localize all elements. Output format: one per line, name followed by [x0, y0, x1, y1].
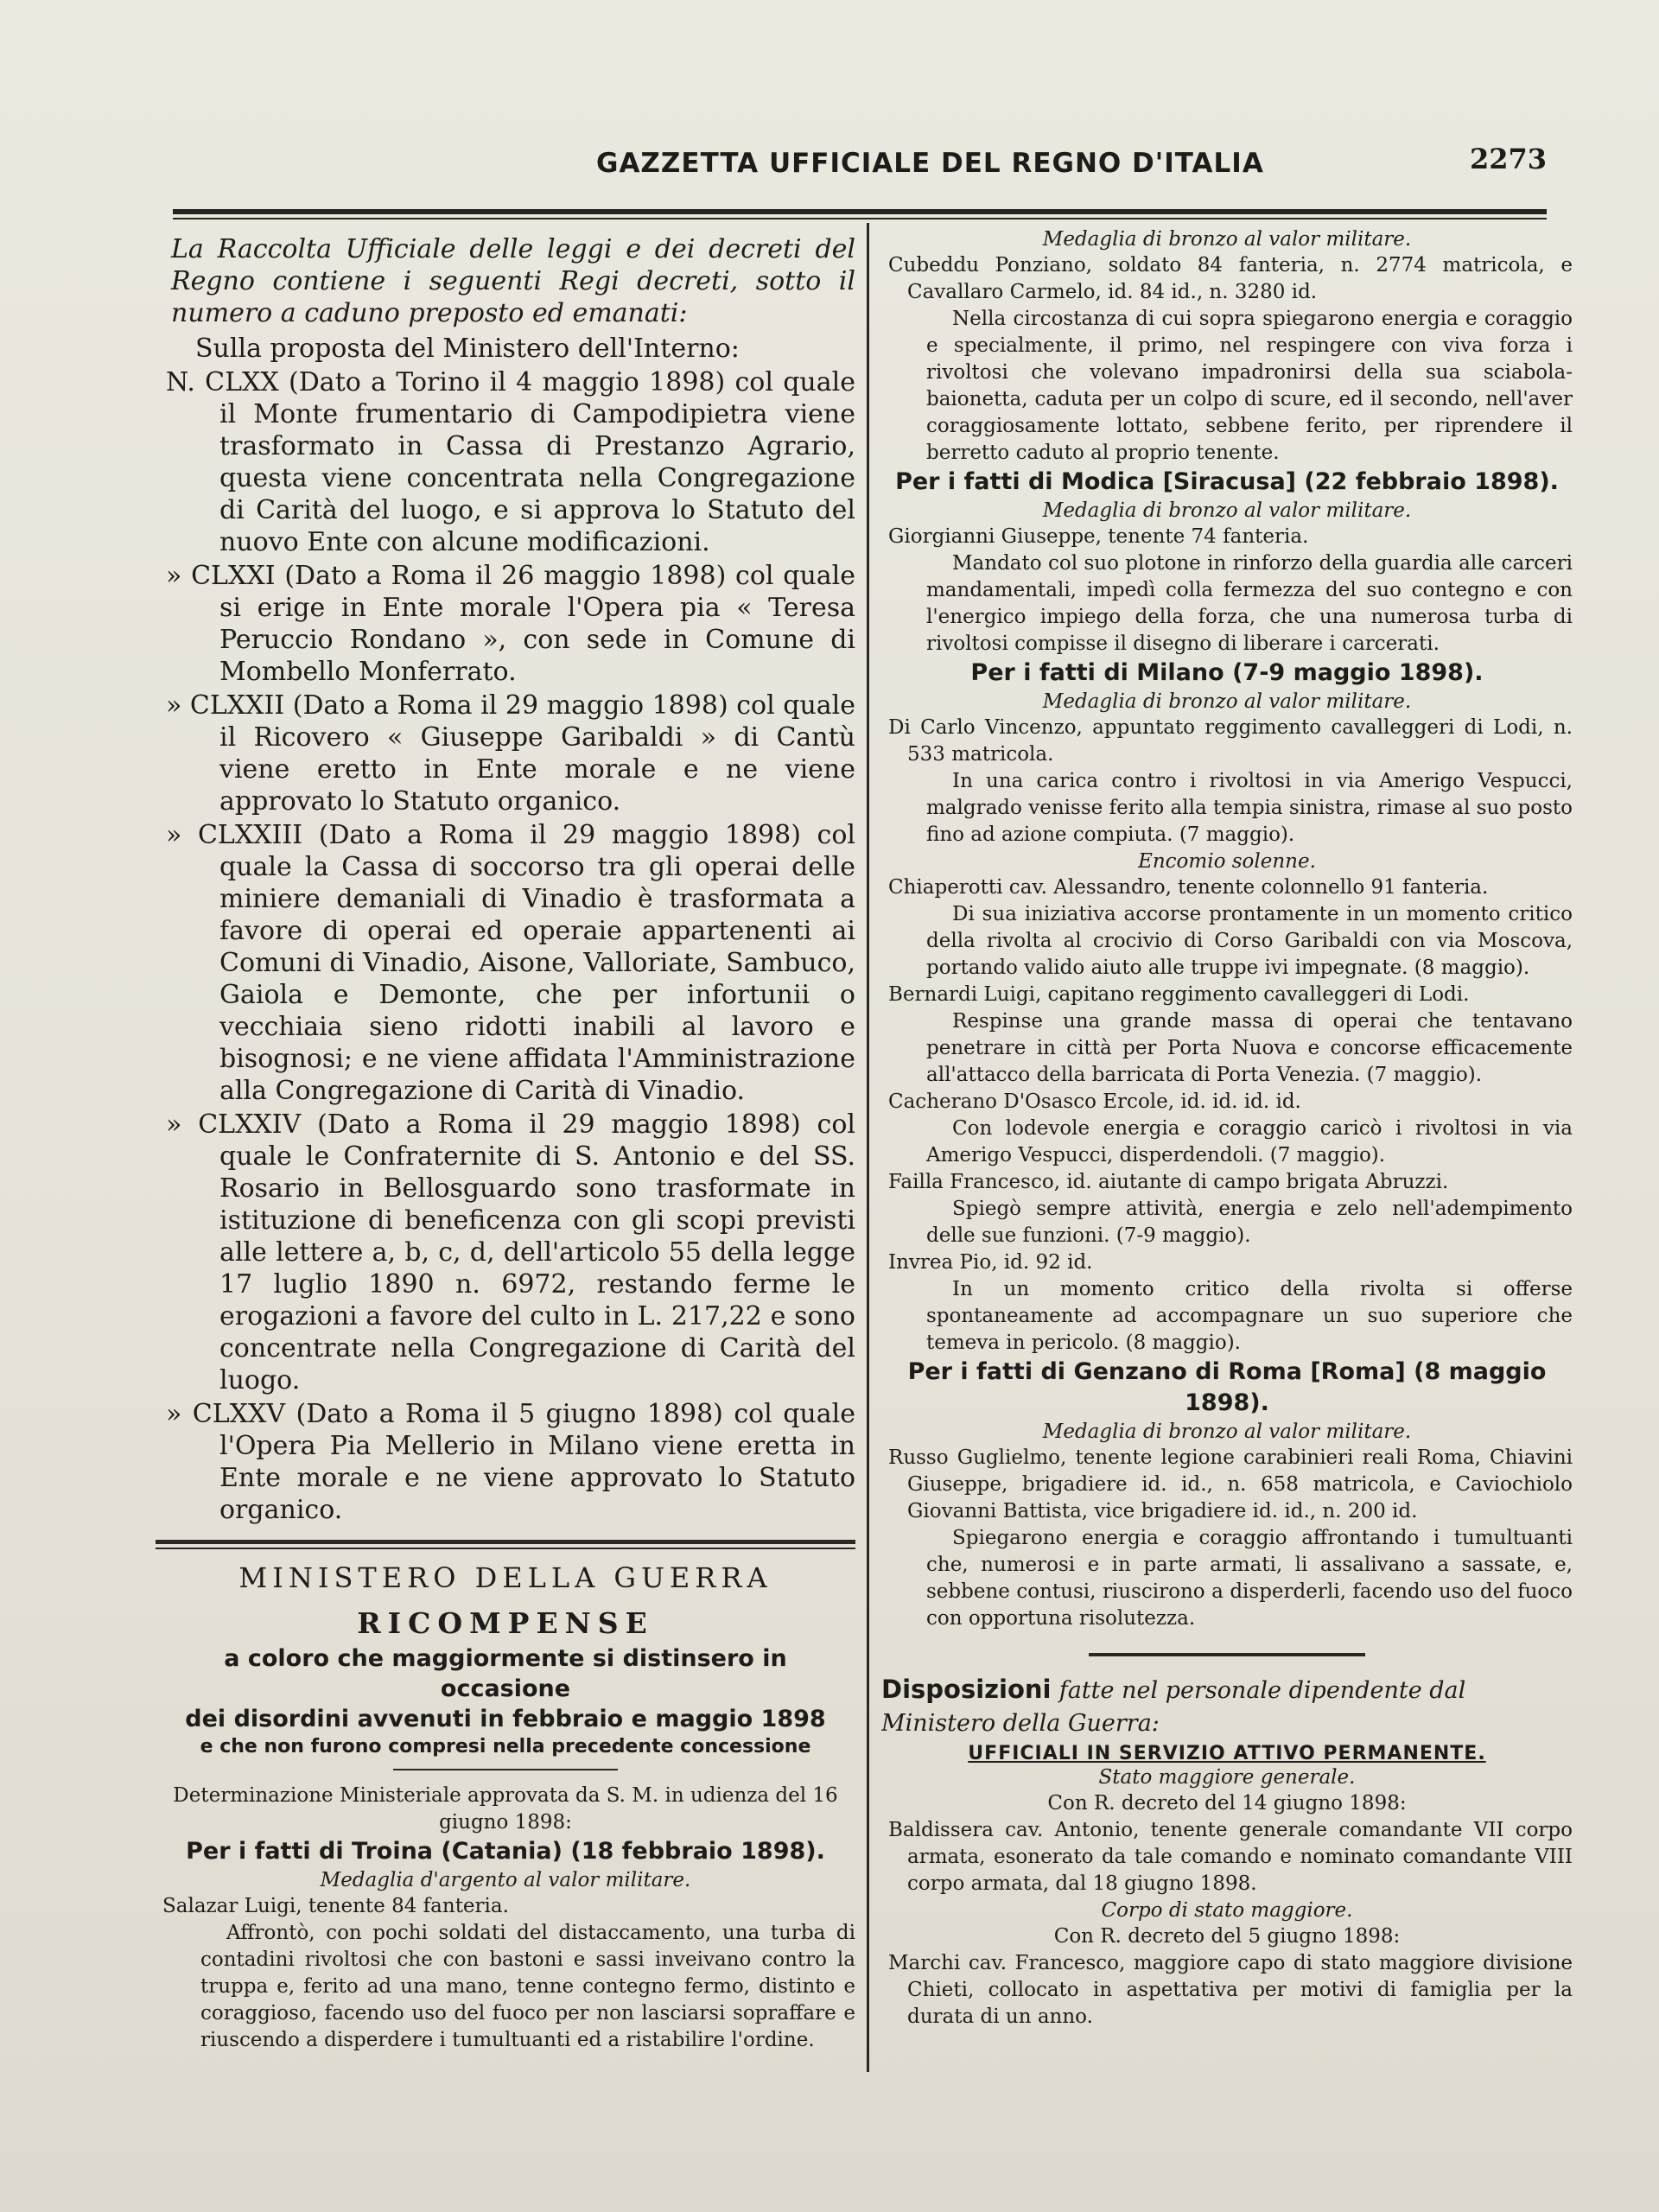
- general-staff-heading: Stato maggiore generale.: [1098, 1766, 1356, 1789]
- award-motivation: In una carica contro i rivoltosi in via Amerigo Vespucci, malgrado venisse ferito alla tempia sinistra, rimase al suo posto fino ad azione compiuta. (7 maggio).: [926, 770, 1573, 846]
- award-motivation: Di sua iniziativa accorse prontamente in un momento critico della rivolta al crocivio di Corso Garibaldi con via Moscova, portando valido aiuto alle truppe ivi impegnate. (8 maggio).: [926, 903, 1573, 979]
- determination-text: Determinazione Ministeriale approvata da S. M. in udienza del 16 giugno 1898:: [173, 1784, 838, 1834]
- intro-text: La Raccolta Ufficiale delle leggi e dei decreti del Regno contiene i seguenti Regi decreti, sotto il numero a caduno preposto ed emanati:: [171, 234, 855, 328]
- award-motivation: Mandato col suo plotone in rinforzo della guardia alle carceri mandamentali, impedì colla fermezza del suo contegno e con l'energico impiego della forza, che una numerosa turba di rivoltosi compisse il disegno di liberare i carcerati.: [926, 552, 1573, 655]
- award-motivation: Spiegarono energia e coraggio affrontando i tumultuanti che, numerosi e in parte armati, li assalivano a sassate, e, sebbene contusi, riuscirono a disperderli, facendo uso del fuoco con opportuna risolutezza.: [926, 1527, 1573, 1630]
- decree-text: (Dato a Roma il 29 maggio 1898) col quale il Ricovero « Giuseppe Garibaldi » di Cantù viene eretto in Ente morale e ne viene approvato lo Statuto organico.: [219, 690, 855, 817]
- proposal-line: Sulla proposta del Ministero dell'Interno:: [195, 334, 740, 364]
- decree-item: [156, 1109, 855, 1396]
- awardee-name: Cacherano D'Osasco Ercole, id. id. id. id.: [888, 1090, 1301, 1113]
- award-motivation: In un momento critico della rivolta si offerse spontaneamente ad accompagnare un suo superiore che temeva in pericolo. (8 maggio).: [926, 1278, 1573, 1354]
- awardee-name: Russo Guglielmo, tenente legione carabinieri reali Roma, Chiavini Giuseppe, brigadiere id. id., n. 658 matricola, e Caviochiolo Giovanni Battista, vice brigadiere id. id., n. 200 id.: [888, 1446, 1573, 1522]
- awardee-name: Salazar Luigi, tenente 84 fanteria.: [162, 1895, 509, 1917]
- decree-text: (Dato a Roma il 5 giugno 1898) col quale l'Opera Pia Mellerio in Milano viene eretta in Ente morale e ne viene approvato lo Statuto organico.: [219, 1399, 855, 1525]
- awardee-name: Failla Francesco, id. aiutante di campo brigata Abruzzi.: [888, 1171, 1449, 1193]
- event-heading-troina: Per i fatti di Troina (Catania) (18 febbraio 1898).: [186, 1838, 825, 1865]
- awardee-name: Invrea Pio, id. 92 id.: [888, 1251, 1093, 1274]
- decree-number: » CLXXI: [166, 561, 276, 591]
- dispositions-title: Disposizioni: [881, 1675, 1052, 1704]
- medal-heading: Medaglia di bronzo al valor militare.: [1042, 690, 1412, 713]
- intro-paragraph: [156, 233, 855, 329]
- page-header: [173, 143, 1547, 194]
- award-motivation: Nella circostanza di cui sopra spiegarono energia e coraggio e specialmente, il primo, nel respingere con viva forza i rivoltosi che volevano impadronirsi della sua sciabola-baionetta, caduta per un colpo di scure, ed il secondo, nell'aver coraggiosamente lottato, sebbene ferito, per riprendere il berretto caduto al proprio tenente.: [926, 308, 1573, 464]
- awardee-name: Bernardi Luigi, capitano reggimento cavalleggeri di Lodi.: [888, 983, 1470, 1006]
- decree-text: (Dato a Roma il 29 maggio 1898) col quale la Cassa di soccorso tra gli operai delle miniere demaniali di Vinadio è trasformata a favore di operai ed operaie appartenenti ai Comuni di Vinadio, Aisone, Valloriate, Sambuco, Gaiola e Demonte, che per infortunii o vecchiaia sieno ridotti inabili al lavoro e bisognosi; e ne viene affidata l'Amministrazione alla Congregazione di Carità di Vinadio.: [219, 820, 855, 1106]
- section-rule: [156, 1540, 855, 1544]
- right-column: [881, 226, 1573, 2031]
- award-motivation: Con lodevole energia e coraggio caricò i rivoltosi in via Amerigo Vespucci, disperdendoli. (7 maggio).: [926, 1117, 1573, 1166]
- short-rule: [393, 1769, 618, 1770]
- awardee-name: Giorgianni Giuseppe, tenente 74 fanteria.: [888, 525, 1309, 548]
- decree-number: » CLXXIII: [166, 820, 303, 850]
- decree-item: [156, 560, 855, 688]
- award-motivation: Affrontò, con pochi soldati del distaccamento, una turba di contadini rivoltosi che con bastoni e sassi inveivano contro la truppa e, ferito ad una mano, tenne contegno fermo, distinto e coraggioso, facendo uso del fuoco per non lasciarsi sopraffare e riuscendo a disperdere i tumultuanti ed a ristabilire l'ordine.: [200, 1922, 855, 2051]
- page-number: 2273: [1469, 143, 1547, 175]
- ricompense-subtitle-3: e che non furono compresi nella precedente concessione: [200, 1736, 811, 1758]
- dispositions-subtitle: fatte nel personale dipendente dal Ministero della Guerra:: [881, 1677, 1466, 1737]
- decree-item: [156, 366, 855, 558]
- officer-entry: Marchi cav. Francesco, maggiore capo di stato maggiore divisione Chieti, collocato in aspettativa per motivi di famiglia per la durata di un anno.: [888, 1952, 1573, 2028]
- medal-heading: Medaglia di bronzo al valor militare.: [1042, 1421, 1412, 1443]
- event-heading-modica: Per i fatti di Modica [Siracusa] (22 febbraio 1898).: [895, 468, 1559, 495]
- decree-number: » CLXXV: [166, 1399, 286, 1429]
- awardee-name: Cubeddu Ponziano, soldato 84 fanteria, n. 2774 matricola, e Cavallaro Carmelo, id. 84 id., n. 3280 id.: [888, 254, 1573, 303]
- header-rule-thin: [173, 218, 1547, 219]
- decree-number: » CLXXII: [166, 690, 285, 721]
- event-heading-milano: Per i fatti di Milano (7-9 maggio 1898).: [970, 659, 1484, 686]
- decree-number: N. CLXX: [166, 367, 279, 397]
- ricompense-heading: RICOMPENSE: [357, 1606, 654, 1640]
- decree-text: (Dato a Roma il 26 maggio 1898) col quale si erige in Ente morale l'Opera pia « Teresa Peruccio Rondano », con sede in Comune di Mombello Monferrato.: [219, 561, 855, 687]
- dispositions-heading: [881, 1674, 1573, 1739]
- award-motivation: Spiegò sempre attività, energia e zelo nell'adempimento delle sue funzioni. (7-9 maggio).: [926, 1198, 1573, 1247]
- decree-number: » CLXXIV: [166, 1109, 302, 1140]
- staff-corps-heading: Corpo di stato maggiore.: [1101, 1899, 1353, 1922]
- awardee-name: Di Carlo Vincenzo, appuntato reggimento cavalleggeri di Lodi, n. 533 matricola.: [888, 716, 1573, 766]
- section-rule-thin: [156, 1548, 855, 1549]
- left-column: [156, 233, 855, 2054]
- decree-text: (Dato a Roma il 29 maggio 1898) col quale le Confraternite di S. Antonio e del SS. Rosario in Bellosguardo sono trasformate in istituzione di beneficenza con gli scopi previsti alle lettere a, b, c, d, dell'articolo 55 della legge 17 luglio 1890 n. 6972, restando ferme le erogazioni a favore del culto in L. 217,22 e sono concentrate nella Congregazione di Carità del luogo.: [219, 1109, 855, 1395]
- event-heading-genzano: Per i fatti di Genzano di Roma [Roma] (8 maggio 1898).: [907, 1358, 1547, 1416]
- column-divider: [867, 223, 869, 2072]
- ricompense-subtitle-2: dei disordini avvenuti in febbraio e maggio 1898: [185, 1706, 826, 1732]
- awardee-name: Chiaperotti cav. Alessandro, tenente colonnello 91 fanteria.: [888, 876, 1489, 899]
- medal-heading: Medaglia di bronzo al valor militare.: [1042, 228, 1412, 251]
- decree-item: [156, 690, 855, 817]
- decree-text: (Dato a Torino il 4 maggio 1898) col quale il Monte frumentario di Campodipietra viene trasformato in Cassa di Prestanzo Agrario, questa viene concentrata nella Congregazione di Carità del luogo, e si approva lo Statuto del nuovo Ente con alcune modificazioni.: [219, 367, 855, 557]
- ministry-heading: MINISTERO DELLA GUERRA: [238, 1561, 772, 1594]
- ricompense-subtitle-1: a coloro che maggiormente si distinsero in occasione: [224, 1645, 787, 1702]
- encomio-heading: Encomio solenne.: [1138, 850, 1316, 873]
- header-rule: [173, 209, 1547, 214]
- gazette-title: GAZZETTA UFFICIALE DEL REGNO D'ITALIA: [596, 148, 1264, 179]
- decree-date: Con R. decreto del 14 giugno 1898:: [1047, 1792, 1407, 1815]
- medal-heading: Medaglia d'argento al valor militare.: [320, 1869, 691, 1891]
- medal-heading: Medaglia di bronzo al valor militare.: [1042, 499, 1412, 522]
- section-rule: [1089, 1653, 1365, 1656]
- decree-item: [156, 819, 855, 1107]
- award-motivation: Respinse una grande massa di operai che tentavano penetrare in città per Porta Nuova e concorse efficacemente all'attacco della barricata di Porta Venezia. (7 maggio).: [926, 1010, 1573, 1086]
- officers-heading: UFFICIALI IN SERVIZIO ATTIVO PERMANENTE.: [968, 1743, 1486, 1764]
- decree-item: [156, 1398, 855, 1526]
- officer-entry: Baldissera cav. Antonio, tenente generale comandante VII corpo armata, esonerato da tale comando e nominato comandante VIII corpo armata, dal 18 giugno 1898.: [888, 1819, 1573, 1895]
- decree-date: Con R. decreto del 5 giugno 1898:: [1053, 1925, 1401, 1948]
